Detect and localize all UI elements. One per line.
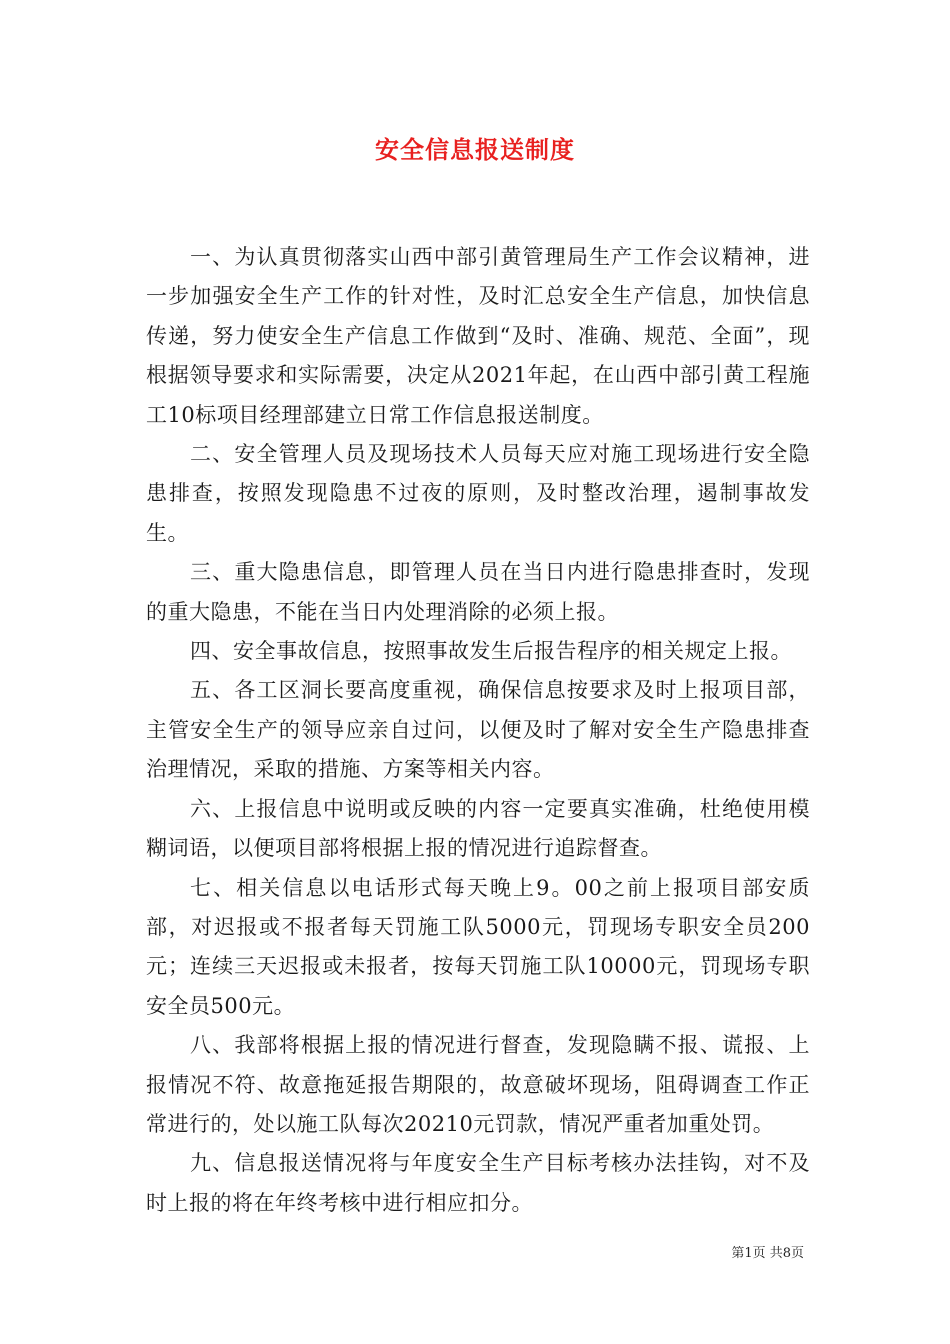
paragraph-5: 五、各工区洞长要高度重视，确保信息按要求及时上报项目部，主管安全生产的领导应亲自过问，以便及时了解对安全生产隐患排查治理情况，采取的措施、方案等相关内容。: [146, 678, 810, 782]
paragraph-3: 三、重大隐患信息，即管理人员在当日内进行隐患排查时，发现的重大隐患，不能在当日内处理消除的必须上报。: [146, 560, 810, 624]
document-body: [146, 238, 810, 1223]
paragraph-2: 二、安全管理人员及现场技术人员每天应对施工现场进行安全隐患排查，按照发现隐患不过夜的原则，及时整改治理，遏制事故发生。: [146, 442, 810, 545]
page-number: 第1页 共8页: [731, 1246, 804, 1261]
paragraph-6: 六、上报信息中说明或反映的内容一定要真实准确，杜绝使用模糊词语，以便项目部将根据上报的情况进行追踪督查。: [146, 796, 810, 861]
paragraph-4: 四、安全事故信息，按照事故发生后报告程序的相关规定上报。: [190, 639, 792, 664]
paragraph-1: 一、为认真贯彻落实山西中部引黄管理局生产工作会议精神，进一步加强安全生产工作的针对性，及时汇总安全生产信息，加快信息传递，努力使安全生产信息工作做到“及时、准确、规范、全面”，现根据领导要求和实际需要，决定从2021年起，在山西中部引黄工程施工10标项目经理部建立日常工作信息报送制度。: [146, 245, 810, 427]
paragraph-7: 七、相关信息以电话形式每天晚上9。00之前上报项目部安质部，对迟报或不报者每天罚施工队5000元，罚现场专职安全员200元；连续三天迟报或未报者，按每天罚施工队10000元，罚现场专职安全员500元。: [146, 875, 810, 1018]
paragraph-8: 八、我部将根据上报的情况进行督查，发现隐瞒不报、谎报、上报情况不符、故意拖延报告期限的，故意破坏现场，阻碍调查工作正常进行的，处以施工队每次20210元罚款，情况严重者加重处罚。: [146, 1033, 810, 1136]
document-title: 安全信息报送制度: [375, 135, 575, 164]
paragraph-9: 九、信息报送情况将与年度安全生产目标考核办法挂钩，对不及时上报的将在年终考核中进行相应扣分。: [146, 1151, 810, 1215]
